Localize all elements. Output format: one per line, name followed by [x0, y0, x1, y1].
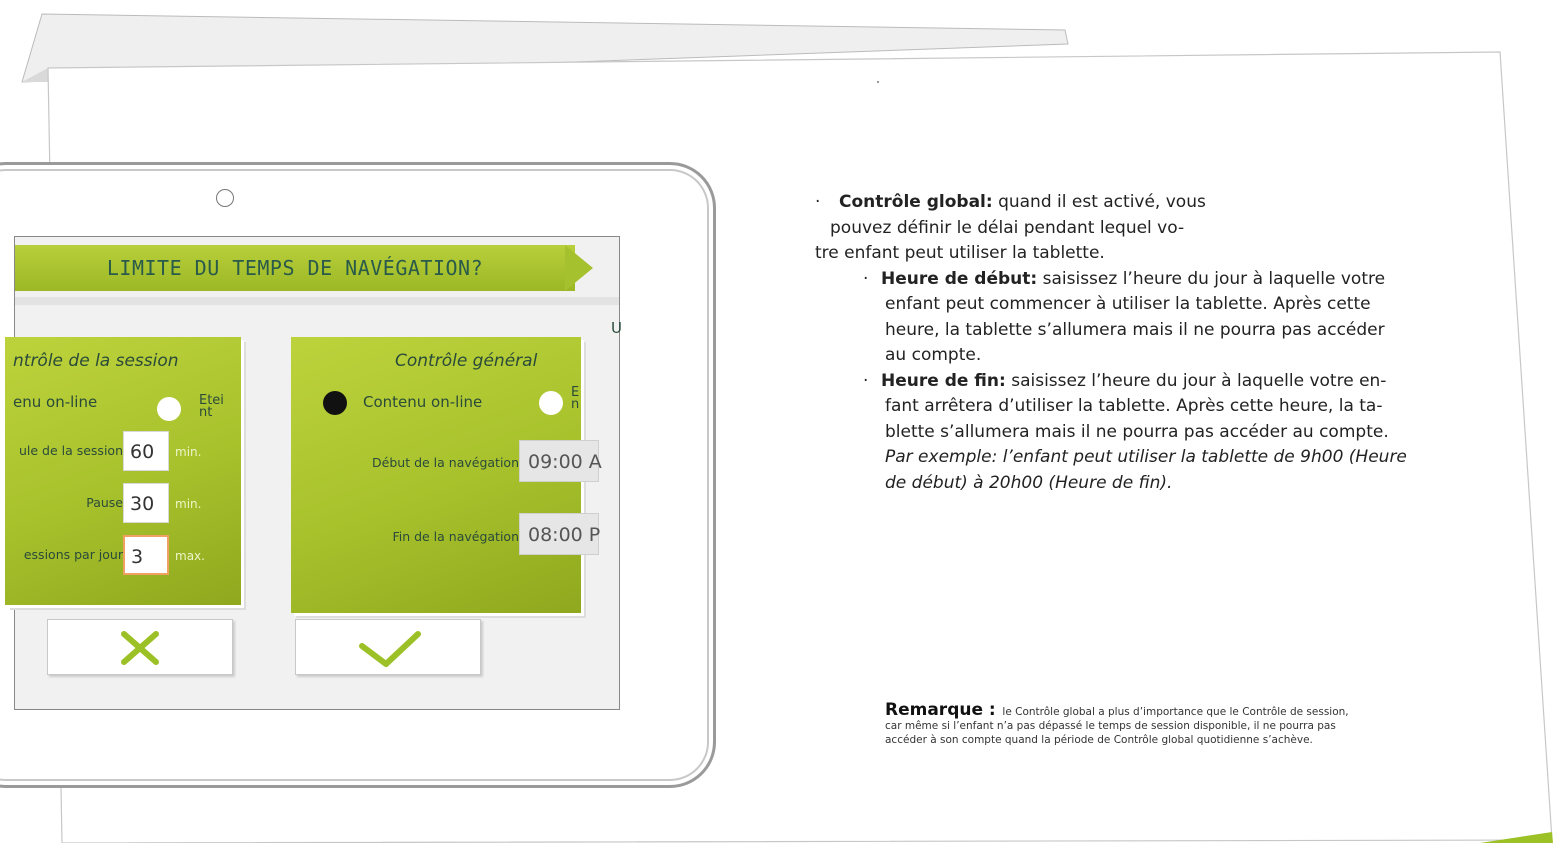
end-time-input[interactable]: 08:00 P	[519, 513, 599, 555]
end-line-2: fant arrêtera d’utiliser la tablette. Après cette heure, la ta-	[885, 396, 1383, 416]
start-label: Début de la navégation	[372, 455, 519, 470]
global-body-1: quand il est activé, vous	[992, 192, 1206, 212]
session-online-label: enu on-line	[13, 393, 98, 411]
speck	[877, 81, 879, 83]
global-online-label: Contenu on-line	[363, 393, 483, 411]
global-title: Contrôle global:	[839, 192, 993, 212]
bullet: ·	[863, 268, 869, 289]
session-off-label: Etei nt	[199, 393, 224, 420]
end-title: Heure de fin:	[881, 370, 1006, 391]
start-time-input[interactable]: 09:00 A	[519, 440, 599, 482]
global-line-2: pouvez définir le délai pendant lequel vo-	[830, 217, 1185, 238]
end-line-3: blette s’allumera mais il ne pourra pas accéder au compte.	[885, 421, 1389, 442]
explanation-text	[815, 190, 1455, 496]
remark-note	[885, 700, 1425, 747]
global-line-3: tre enfant peut utiliser la tablette.	[815, 243, 1105, 263]
start-line-4: au compte.	[885, 345, 982, 365]
cancel-x-icon	[48, 620, 232, 674]
screen-title: LIMITE DU TEMPS DE NAVÉGATION?	[106, 256, 484, 280]
example-line-1: Par exemple: l’enfant peut utiliser la tablette de 9h00 (Heure	[885, 447, 1407, 467]
global-online-radio[interactable]	[323, 391, 347, 415]
sessions-input[interactable]: 3	[123, 535, 169, 575]
session-off-radio[interactable]	[157, 397, 181, 421]
pause-label: Pause	[86, 495, 123, 510]
duration-label: ule de la session	[18, 443, 123, 458]
global-paragraph	[815, 190, 1455, 216]
session-control-panel	[5, 337, 241, 605]
global-off-label: E n	[571, 385, 580, 412]
duration-unit: min.	[175, 445, 202, 459]
tablet-screen	[14, 236, 620, 710]
start-line-2: enfant peut commencer à utiliser la tablette. Après cette	[885, 294, 1371, 314]
remark-title: Remarque :	[885, 700, 996, 720]
session-panel-title: ntrôle de la session	[13, 351, 179, 371]
confirm-button[interactable]	[295, 619, 481, 675]
camera-icon	[216, 189, 234, 207]
remark-line-3: accéder à son compte quand la période de Contrôle global quotidienne s’achève.	[885, 734, 1313, 746]
cancel-button[interactable]	[47, 619, 233, 675]
edge-letter: U	[611, 319, 622, 337]
sessions-unit: max.	[175, 549, 205, 563]
remark-line-2: car même si l’enfant n’a pas dépassé le temps de session disponible, il ne pourra pas	[885, 720, 1336, 732]
pause-input[interactable]: 30	[123, 483, 169, 523]
global-control-panel	[291, 337, 602, 613]
global-off-radio[interactable]	[539, 391, 563, 415]
start-paragraph	[815, 267, 1455, 293]
remark-line-1: le Contrôle global a plus d’importance que le Contrôle de session,	[1002, 706, 1349, 718]
end-label: Fin de la navégation	[392, 529, 519, 544]
end-body-1: saisissez l’heure du jour à laquelle votre en-	[1005, 370, 1387, 391]
pause-unit: min.	[175, 497, 202, 511]
end-paragraph	[815, 369, 1455, 395]
bullet: ·	[815, 192, 821, 212]
checkmark-icon	[296, 620, 480, 674]
example-line-2: de début) à 20h00 (Heure de fin).	[885, 472, 1173, 493]
sessions-label: essions par jour	[23, 547, 123, 562]
start-line-3: heure, la tablette s’allumera mais il ne pourra pas accéder	[885, 319, 1385, 340]
start-title: Heure de début:	[881, 268, 1038, 289]
global-panel-title: Contrôle général	[395, 351, 538, 371]
start-body-1: saisissez l’heure du jour à laquelle votre	[1037, 268, 1386, 289]
bullet: ·	[863, 370, 869, 391]
duration-input[interactable]: 60	[123, 431, 169, 471]
header-strip	[15, 297, 619, 305]
